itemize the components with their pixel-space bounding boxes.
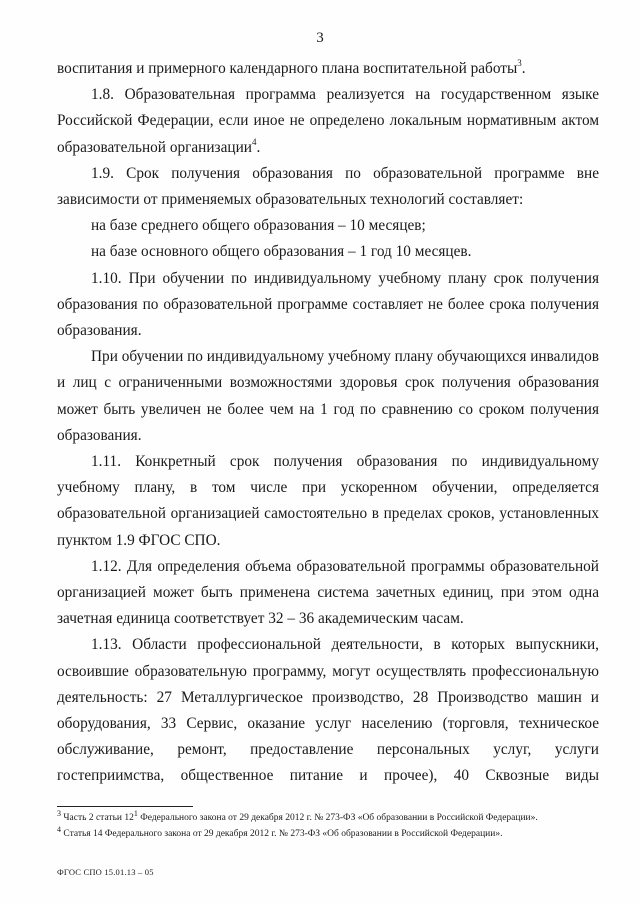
paragraph-1-13 <box>57 632 599 789</box>
paragraph-text: 1.12. Для определения объема образовательной программы образовательной организацией может быть применена система зачетных единиц, при этом одна зачетная единица соответствует 32 – 36 академическим часам. <box>57 557 599 628</box>
footnote-mark: 3 <box>57 808 61 818</box>
paragraph-1-11 <box>57 449 599 554</box>
paragraph-tail: . <box>256 138 261 156</box>
paragraph-text: 1.11. Конкретный срок получения образования по индивидуальному учебному плану, в том числе при ускоренном обучении, определяется образовательной организацией самостоятельно в пределах сроков, установленных пунктом 1.9 ФГОС СПО. <box>57 453 599 549</box>
footnote-3 <box>57 810 617 826</box>
footnote-4 <box>57 826 617 842</box>
paragraph-continuation <box>57 56 599 82</box>
paragraph-term-secondary <box>57 213 599 239</box>
paragraph-1-10 <box>57 266 599 345</box>
paragraph-text: 1.8. Образовательная программа реализуется на государственном языке Российской Федерации, если иное не определено локальным нормативным актом образовательной организации <box>57 86 599 156</box>
footnote-ref: 4 <box>251 136 257 147</box>
footnote-text: Статья 14 Федерального закона от 29 декабря 2012 г. № 273-ФЗ «Об образовании в Российской Федерации». <box>63 829 503 839</box>
paragraph-disabled-students <box>57 344 599 449</box>
paragraph-text: воспитания и примерного календарного плана воспитательной работы <box>57 60 518 77</box>
paragraph-text: на базе основного общего образования – 1 год 10 месяцев. <box>91 243 472 261</box>
footnote-ref: 3 <box>517 57 522 68</box>
footnote-mark: 4 <box>57 824 61 834</box>
paragraph-text: 1.9. Срок получения образования по образовательной программе вне зависимости от применяемых образовательных технологий составляет: <box>57 164 599 209</box>
footnote-text: Часть 2 статьи 12 <box>63 813 134 823</box>
page-number: 3 <box>316 30 324 46</box>
paragraph-text: 1.10. При обучении по индивидуальному учебному плану срок получения образования по образовательной программе составляет не более срока получения образования. <box>57 269 599 340</box>
paragraph-text: 1.13. Области профессиональной деятельности, в которых выпускники, освоившие образовательную программу, могут осуществлять профессиональную деятельность: 27 Металлургическое производство, 28 Производство машин и оборудования, 33 Сервис, оказание услуг населению (торговля, техническое обслуживание, ремонт, предоставление персональных услуг, услуги гостеприимства, общественное питание и прочее), 40 Сквозные виды <box>57 636 599 785</box>
paragraph-text: на базе среднего общего образования – 10 месяцев; <box>91 217 426 235</box>
standard-code-footer: ФГОС СПО 15.01.13 – 05 <box>57 867 154 877</box>
paragraph-text: При обучении по индивидуальному учебному плану обучающихся инвалидов и лиц с ограниченными возможностями здоровья срок получения образования может быть увеличен не более чем на 1 год по сравнению со сроком получения образования. <box>57 348 599 444</box>
footnote-inner-sup: 1 <box>133 808 138 818</box>
paragraph-1-8 <box>57 82 599 161</box>
footnote-separator <box>57 806 193 807</box>
footnotes <box>57 810 617 842</box>
paragraph-1-12 <box>57 554 599 633</box>
document-body <box>57 56 599 790</box>
paragraph-term-basic <box>57 239 599 265</box>
footnote-text-cont: Федерального закона от 29 декабря 2012 г. № 273-ФЗ «Об образовании в Российской Федерации». <box>137 813 538 823</box>
paragraph-1-9 <box>57 161 599 213</box>
paragraph-tail: . <box>521 60 526 77</box>
